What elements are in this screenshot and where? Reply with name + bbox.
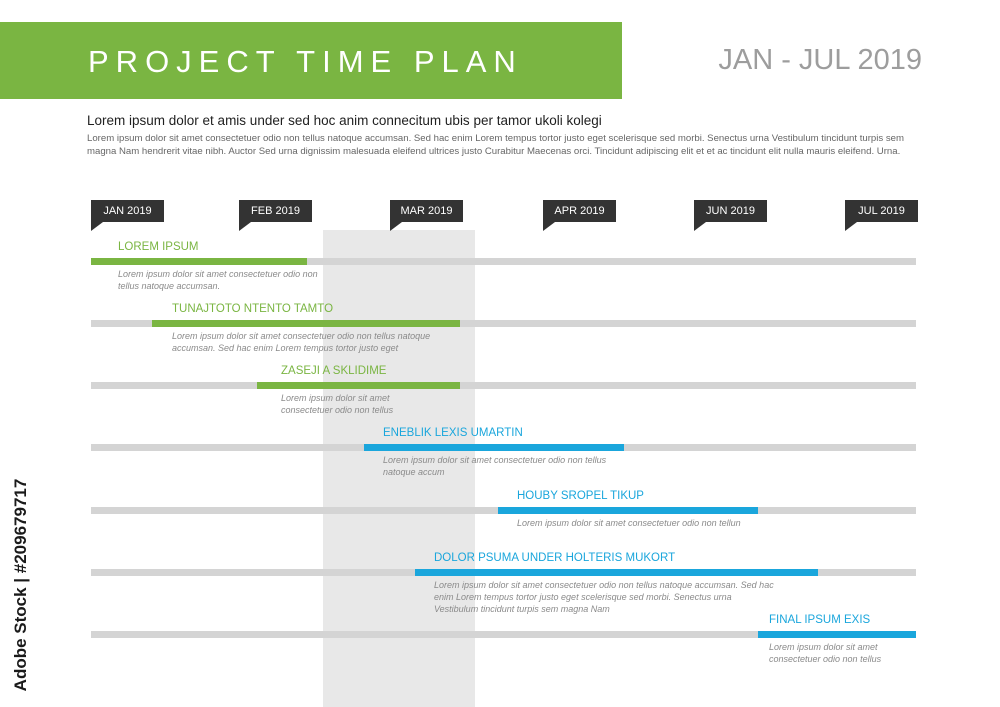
page-title: PROJECT TIME PLAN (88, 44, 523, 79)
task-description: Lorem ipsum dolor sit amet consectetuer odio non tellus natoque accumsan. (118, 269, 318, 291)
task-description: Lorem ipsum dolor sit amet consectetuer odio non tellus natoque accumsan. Sed hac enim Lorem tempus tortor justo eget scelerisque sed morbi. Senectus urna Vestibulum tincidunt turpis sem magna Nam (434, 580, 774, 614)
task-description: Lorem ipsum dolor sit amet consectetuer odio non tellus natoque accumsan. Sed hac enim Lorem tempus tortor justo eget (172, 331, 431, 353)
month-label: JUN 2019 (706, 205, 755, 217)
task-label: ENEBLIK LEXIS UMARTIN (383, 427, 523, 439)
task-label: HOUBY SROPEL TIKUP (517, 490, 644, 502)
task-description: Lorem ipsum dolor sit amet consectetuer odio non tellus natoque accum (383, 455, 607, 477)
month-label: FEB 2019 (251, 205, 300, 217)
month-marker (239, 200, 312, 222)
intro-text: Lorem ipsum dolor sit amet consectetuer odio non tellus natoque accumsan. Sed hac enim Lorem tempus tortor justo eget scelerisque sed morbi. Senectus urna Vestibulum tincidunt turpis sem magna Nam hendrerit vitae nibh. Auctor Sed urna dignissim malesuada eleifend ultrices justo Curabitur Maecenas orci. Tincidunt adipiscing elit et et ac tincidunt elit nulla mauris eleifend. Urna. (87, 133, 904, 157)
stock-watermark (0, 470, 42, 700)
task-bar[interactable] (364, 444, 624, 451)
month-pointer (239, 222, 251, 231)
task-bar[interactable] (257, 382, 460, 389)
task-bar[interactable] (91, 258, 307, 265)
task-label: DOLOR PSUMA UNDER HOLTERIS MUKORT (434, 552, 676, 564)
date-range: JAN - JUL 2019 (718, 44, 922, 76)
month-label: APR 2019 (554, 205, 605, 217)
month-label: JUL 2019 (858, 205, 905, 217)
month-pointer (91, 222, 103, 231)
month-label: JAN 2019 (103, 205, 152, 217)
month-marker (845, 200, 918, 222)
intro-heading: Lorem ipsum dolor et amis under sed hoc anim connecitum ubis per tamor ukoli kolegi (87, 113, 602, 128)
task-bar[interactable] (152, 320, 460, 327)
task-description: Lorem ipsum dolor sit amet consectetuer odio non tellun (517, 518, 741, 528)
task-bar[interactable] (498, 507, 759, 514)
month-pointer (845, 222, 857, 231)
watermark-text: Adobe Stock | #209679717 (11, 478, 30, 692)
task-label: FINAL IPSUM EXIS (769, 614, 871, 626)
timeline-track (91, 382, 916, 389)
task-bar[interactable] (758, 631, 916, 638)
task-label: ZASEJI A SKLIDIME (281, 365, 387, 377)
month-marker (543, 200, 616, 222)
task-label: LOREM IPSUM (118, 241, 199, 253)
month-label: MAR 2019 (400, 205, 453, 217)
task-bar[interactable] (415, 569, 818, 576)
month-marker (91, 200, 164, 222)
month-marker (390, 200, 463, 222)
task-description: Lorem ipsum dolor sit amet consectetuer odio non tellus (769, 642, 882, 664)
month-pointer (694, 222, 706, 231)
task-label: TUNAJTOTO NTENTO TAMTO (172, 303, 334, 315)
month-pointer (543, 222, 555, 231)
task-description: Lorem ipsum dolor sit amet consectetuer odio non tellus (281, 393, 394, 415)
month-marker (694, 200, 767, 222)
month-pointer (390, 222, 402, 231)
